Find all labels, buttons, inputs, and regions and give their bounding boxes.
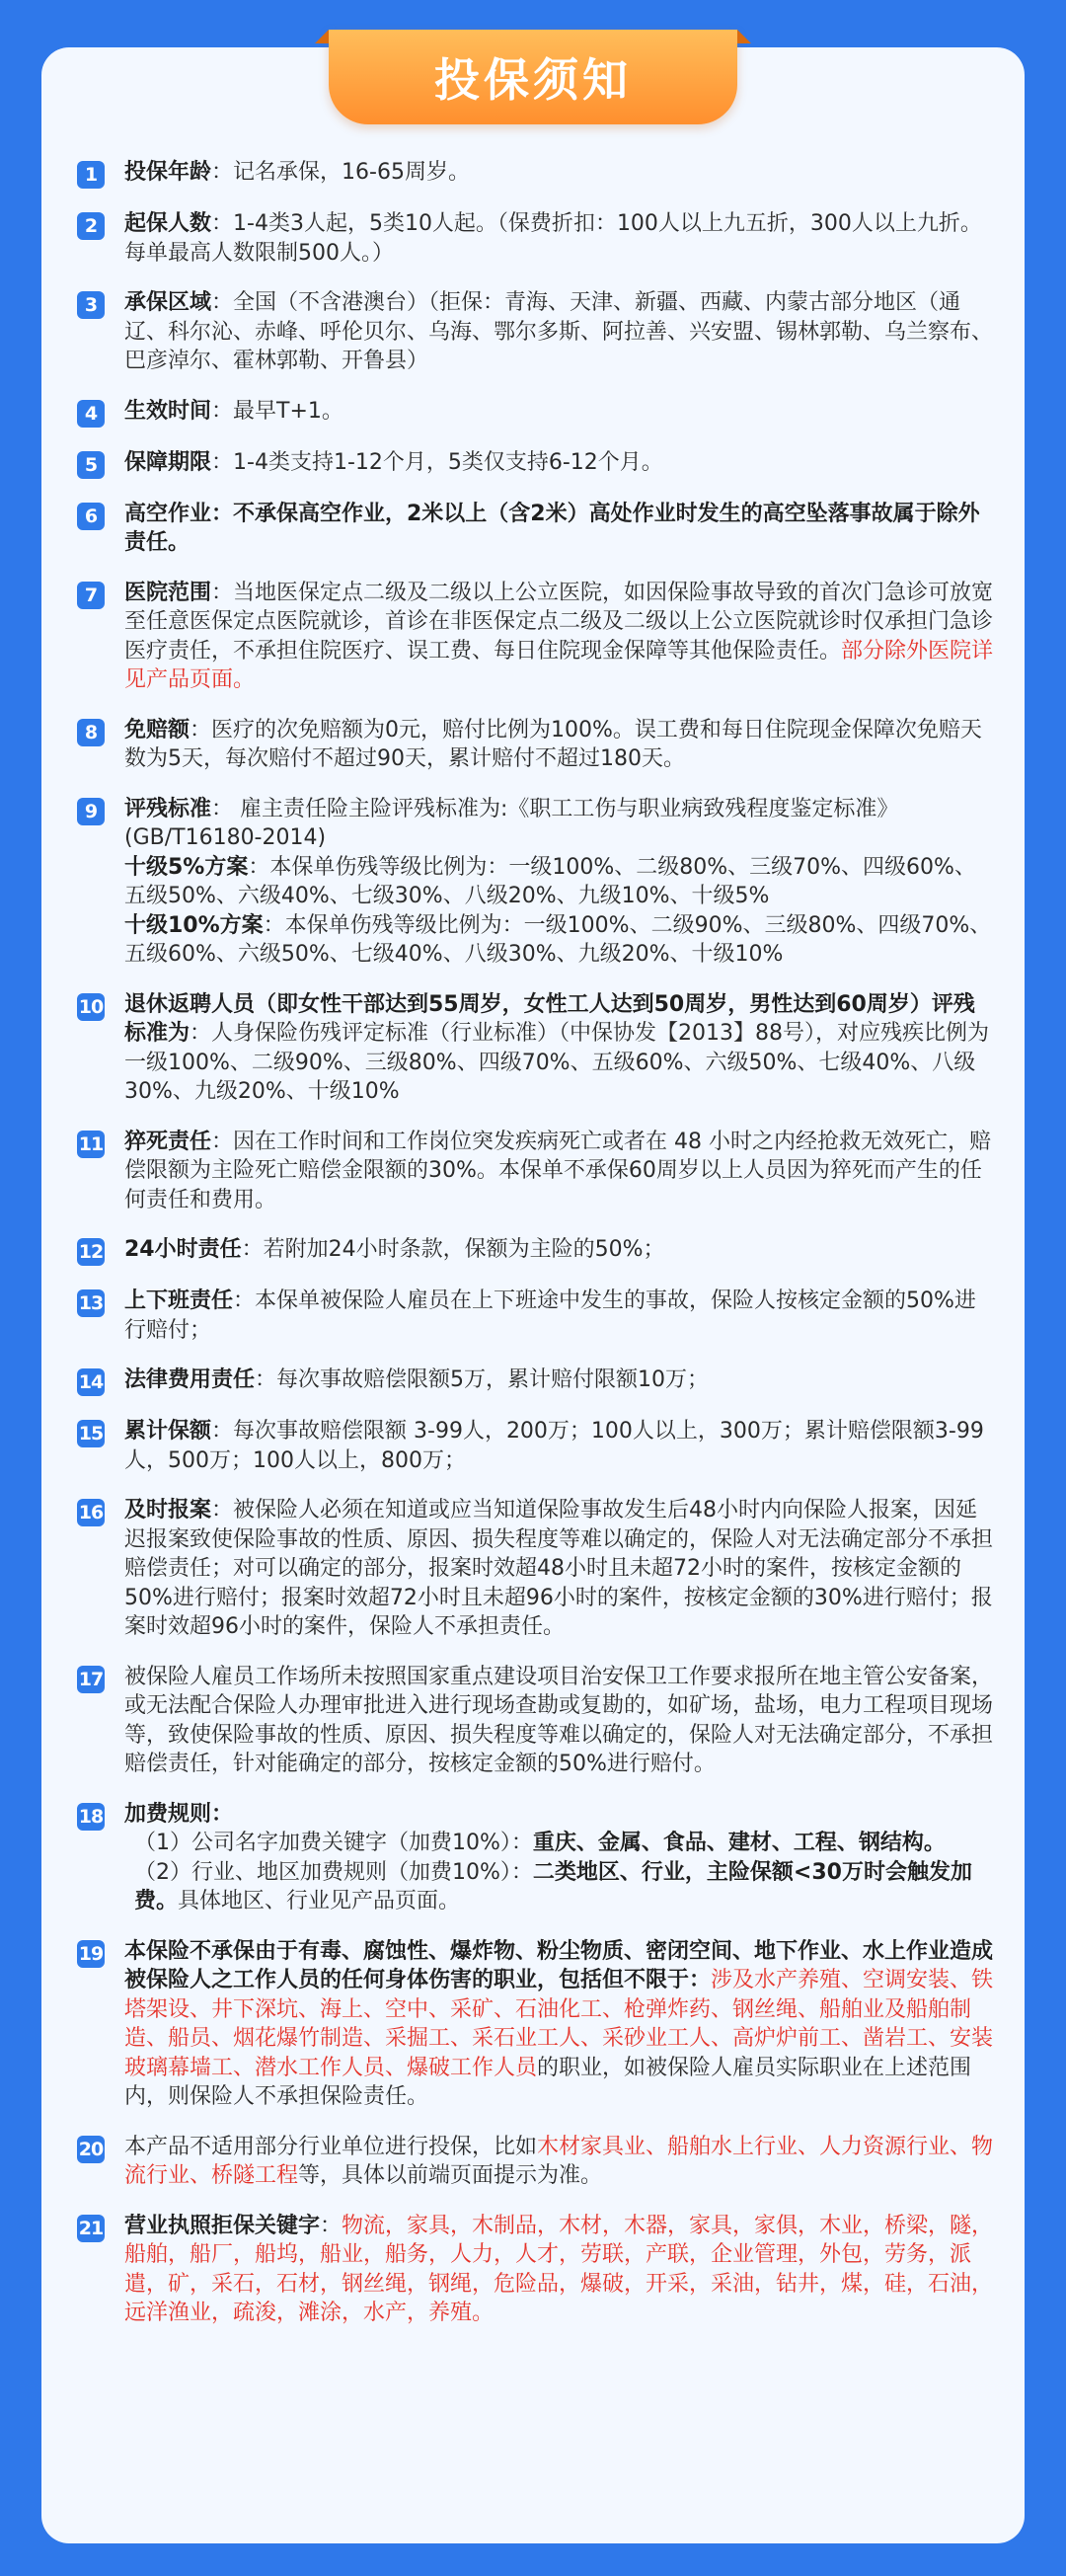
- item-number-badge: 9: [77, 798, 105, 825]
- item-number-badge: 4: [77, 400, 105, 428]
- list-item-16: [77, 1496, 995, 1642]
- item-number-badge: 13: [77, 1289, 105, 1317]
- list-item-6: [77, 500, 995, 558]
- item-text: 退休返聘人员（即女性干部达到55周岁，女性工人达到50周岁，男性达到60周岁）评残标准为：人身保险伤残评定标准（行业标准）（中保协发【2013】88号），对应残疾比例为一级100%、二级90%、三级80%、四级70%、五级60%、六级50%、七级40%、八级30%、九级20%、十级10%: [124, 991, 990, 1104]
- item-number-badge: 1: [77, 161, 105, 189]
- item-number-badge: 16: [77, 1499, 105, 1526]
- item-number-badge: 19: [77, 1940, 105, 1968]
- title-banner: [329, 30, 737, 124]
- item-text: 累计保额：每次事故赔偿限额 3-99人，200万；100人以上，300万；累计赔偿限额3-99人，500万；100人以上，800万；: [124, 1419, 984, 1473]
- item-text: 起保人数：1-4类3人起，5类10人起。（保费折扣：100人以上九五折，300人以上九折。每单最高人数限制500人。）: [124, 211, 982, 266]
- item-text: 加费规则： （1）公司名字加费关键字（加费10%）：重庆、金属、食品、建材、工程、钢结构。 （2）行业、地区加费规则（加费10%）：二类地区、行业，主险保额<30万时会触发加费。具体地区、行业见产品页面。: [124, 1801, 972, 1913]
- item-text: 法律费用责任：每次事故赔偿限额5万，累计赔付限额10万；: [124, 1367, 710, 1392]
- list-item-14: [77, 1366, 995, 1396]
- item-text: 投保年龄：记名承保，16-65周岁。: [124, 160, 470, 185]
- item-number-badge: 12: [77, 1238, 105, 1266]
- item-text: 本产品不适用部分行业单位进行投保，比如木材家具业、船舶水上行业、人力资源行业、物流行业、桥隧工程等，具体以前端页面提示为准。: [124, 2134, 994, 2188]
- item-text: 上下班责任：本保单被保险人雇员在上下班途中发生的事故，保险人按核定金额的50%进行赔付；: [124, 1288, 976, 1343]
- list-item-20: [77, 2133, 995, 2191]
- item-text: 高空作业：不承保高空作业，2米以上（含2米）高处作业时发生的高空坠落事故属于除外责任。: [124, 501, 980, 555]
- list-item-9: [77, 795, 995, 970]
- item-number-badge: 17: [77, 1666, 105, 1693]
- list-item-2: [77, 209, 995, 268]
- item-text: 本保险不承保由于有毒、腐蚀性、爆炸物、粉尘物质、密闭空间、地下作业、水上作业造成被保险人之工作人员的任何身体伤害的职业，包括但不限于：涉及水产养殖、空调安装、铁塔架设、井下深坑、海上、空中、采矿、石油化工、枪弹炸药、钢丝绳、船舶业及船舶制造、船员、烟花爆竹制造、采掘工、采石业工人、采砂业工人、高炉炉前工、凿岩工、安装玻璃幕墙工、潜水工作人员、爆破工作人员的职业，如被保险人雇员实际职业在上述范围内，则保险人不承担保险责任。: [124, 1938, 994, 2109]
- item-number-badge: 2: [77, 212, 105, 240]
- item-number-badge: 20: [77, 2136, 105, 2163]
- item-text: 评残标准： 雇主责任险主险评残标准为:《职工工伤与职业病致残程度鉴定标准》(GB/T16180-2014) 十级5%方案：本保单伤残等级比例为：一级100%、二级80%、三级70%、四级60%、五级50%、六级40%、七级30%、八级20%、九级10%、十级5% 十级10%方案：本保单伤残等级比例为：一级100%、二级90%、三级80%、四级70%、五级60%、六级50%、七级40%、八级30%、九级20%、十级10%: [124, 796, 992, 967]
- list-item-8: [77, 716, 995, 774]
- item-text: 免赔额：医疗的次免赔额为0元，赔付比例为100%。误工费和每日住院现金保障次免赔天数为5天，每次赔付不超过90天，累计赔付不超过180天。: [124, 717, 982, 771]
- page-title: 投保须知: [434, 53, 632, 107]
- list-item-13: [77, 1287, 995, 1345]
- notice-list: [77, 158, 995, 2349]
- item-number-badge: 5: [77, 451, 105, 479]
- item-text: 猝死责任：因在工作时间和工作岗位突发疾病死亡或者在 48 小时之内经抢救无效死亡，赔偿限额为主险死亡赔偿金限额的30%。本保单不承保60周岁以上人员因为猝死而产生的任何责任和费用。: [124, 1129, 991, 1212]
- item-number-badge: 7: [77, 582, 105, 609]
- item-number-badge: 15: [77, 1420, 105, 1447]
- item-number-badge: 8: [77, 719, 105, 746]
- item-text: 保障期限：1-4类支持1-12个月，5类仅支持6-12个月。: [124, 449, 663, 475]
- list-item-19: [77, 1937, 995, 2112]
- list-item-15: [77, 1417, 995, 1475]
- item-number-badge: 10: [77, 993, 105, 1021]
- list-item-7: [77, 579, 995, 695]
- list-item-10: [77, 990, 995, 1107]
- list-item-18: [77, 1800, 995, 1916]
- list-item-5: [77, 448, 995, 479]
- list-item-21: [77, 2212, 995, 2328]
- item-text: 生效时间：最早T+1。: [124, 398, 343, 424]
- item-text: 医院范围：当地医保定点二级及二级以上公立医院，如因保险事故导致的首次门急诊可放宽至任意医保定点医院就诊，首诊在非医保定点二级及二级以上公立医院就诊时仅承担门急诊医疗责任，不承担住院医疗、误工费、每日住院现金保障等其他保险责任。部分除外医院详见产品页面。: [124, 580, 994, 692]
- item-text: 营业执照拒保关键字：物流，家具，木制品，木材，木器，家具，家俱，木业，桥梁，隧，船舶，船厂，船坞，船业，船务，人力，人才，劳联，产联，企业管理，外包，劳务，派遣，矿，采石，石材，钢丝绳，钢绳，危险品，爆破，开采，采油，钻井，煤，硅，石油，远洋渔业，疏浚，滩涂，水产，养殖。: [124, 2213, 994, 2325]
- list-item-1: [77, 158, 995, 189]
- item-number-badge: 18: [77, 1803, 105, 1831]
- item-number-badge: 3: [77, 291, 105, 319]
- list-item-4: [77, 397, 995, 428]
- item-text: 及时报案：被保险人必须在知道或应当知道保险事故发生后48小时内向保险人报案，因延迟报案致使保险事故的性质、原因、损失程度等难以确定的，保险人对无法确定部分不承担赔偿责任；对可以确定的部分，报案时效超48小时且未超72小时的案件，按核定金额的50%进行赔付；报案时效超72小时且未超96小时的案件，按核定金额的30%进行赔付；报案时效超96小时的案件，保险人不承担责任。: [124, 1498, 994, 1639]
- item-text: 被保险人雇员工作场所未按照国家重点建设项目治安保卫工作要求报所在地主管公安备案，或无法配合保险人办理审批进入进行现场查勘或复勘的，如矿场，盐场，电力工程项目现场等，致使保险事故的性质、原因、损失程度等难以确定的，保险人对无法确定部分，不承担赔偿责任，针对能确定的部分，按核定金额的50%进行赔付。: [124, 1664, 994, 1776]
- item-text: 24小时责任：若附加24小时条款，保额为主险的50%；: [124, 1237, 665, 1262]
- item-number-badge: 21: [77, 2215, 105, 2242]
- list-item-12: [77, 1235, 995, 1266]
- item-number-badge: 6: [77, 503, 105, 530]
- item-text: 承保区域：全国（不含港澳台）（拒保：青海、天津、新疆、西藏、内蒙古部分地区（通辽、科尔沁、赤峰、呼伦贝尔、乌海、鄂尔多斯、阿拉善、兴安盟、锡林郭勒、乌兰察布、巴彦淖尔、霍林郭勒、开鲁县）: [124, 290, 994, 373]
- list-item-3: [77, 288, 995, 376]
- item-number-badge: 14: [77, 1368, 105, 1396]
- item-number-badge: 11: [77, 1131, 105, 1158]
- list-item-17: [77, 1663, 995, 1779]
- list-item-11: [77, 1128, 995, 1215]
